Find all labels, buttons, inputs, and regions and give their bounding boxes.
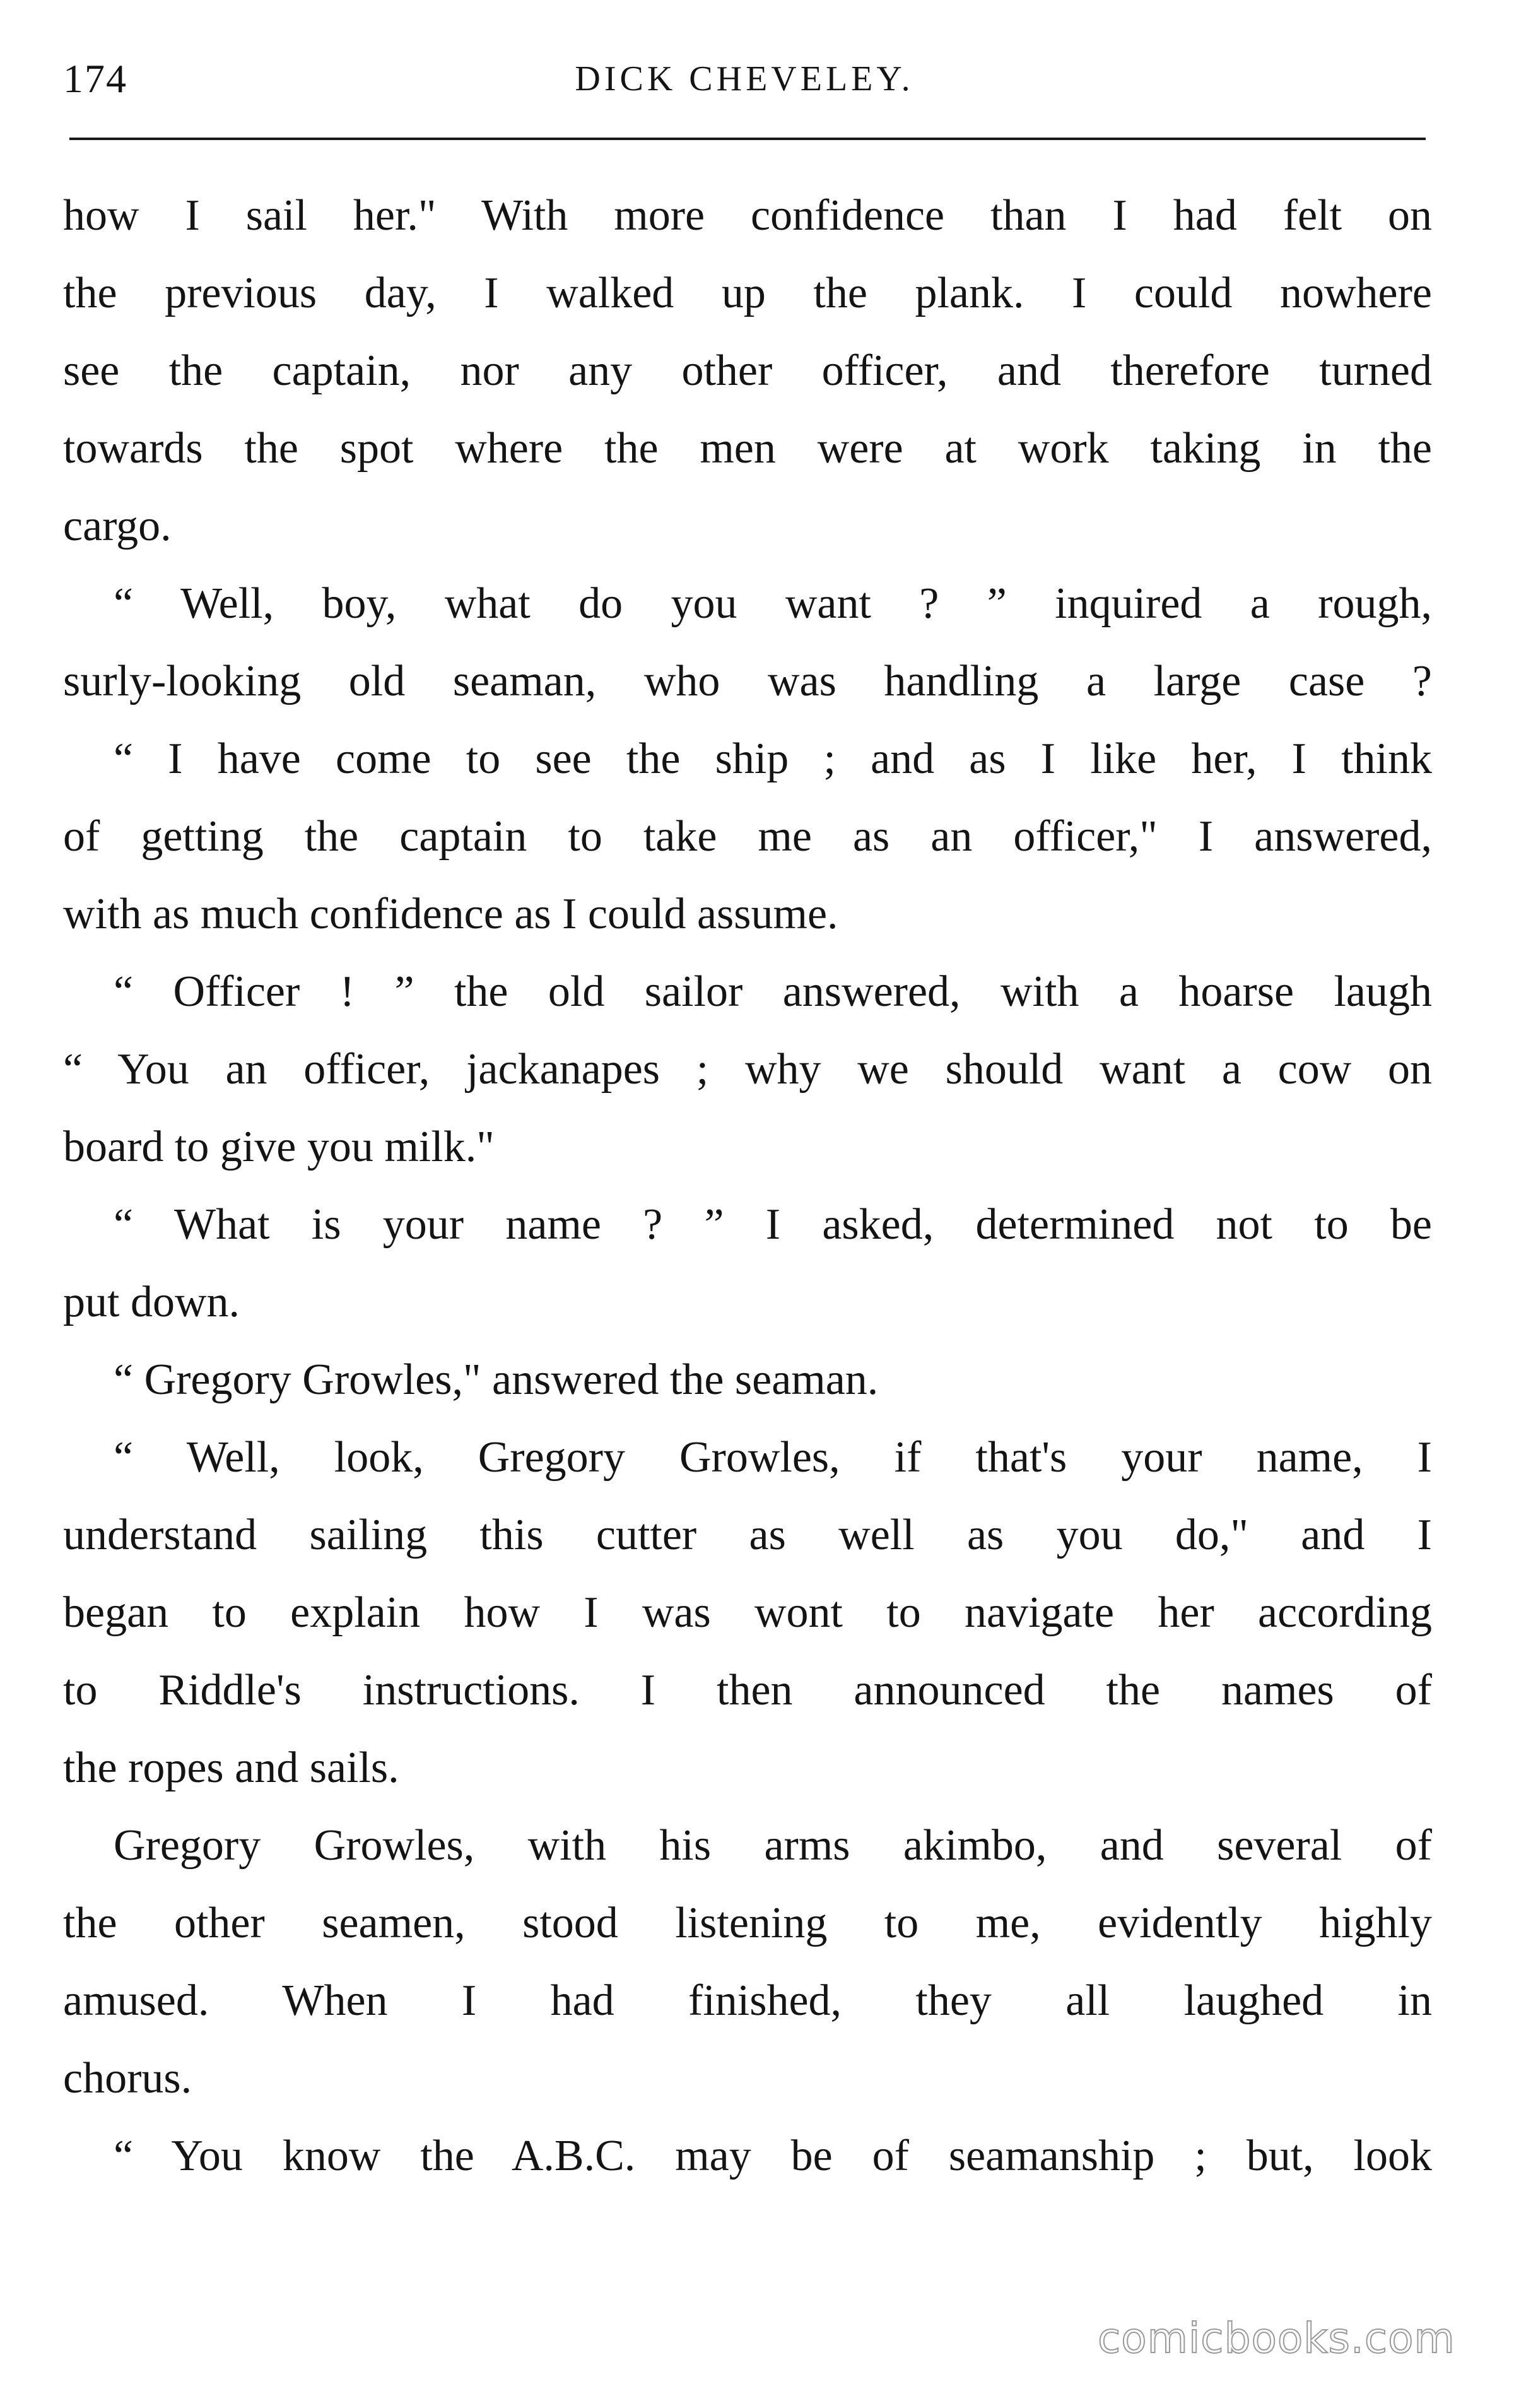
text-line: “ I have come to see the ship ; and as I like her, I think	[114, 735, 1432, 783]
text-line: the ropes and sails.	[63, 1744, 399, 1792]
text-line: began to explain how I was wont to navigate her according	[63, 1588, 1432, 1637]
text-line: Gregory Growles, with his arms akimbo, and several of	[114, 1821, 1432, 1870]
text-line: “ You know the A.B.C. may be of seamanship ; but, look	[114, 2132, 1432, 2180]
text-line: to Riddle's instructions. I then announced the names of	[63, 1666, 1432, 1715]
text-line: the other seamen, stood listening to me, evidently highly	[63, 1899, 1432, 1947]
watermark: comicbooks.com	[1098, 2314, 1455, 2363]
text-line: “ What is your name ? ” I asked, determined not to be	[114, 1200, 1432, 1249]
running-head	[63, 50, 1426, 107]
page-number: 174	[63, 56, 127, 101]
text-line: towards the spot where the men were at work taking in the	[63, 424, 1432, 473]
text-line: “ Officer ! ” the old sailor answered, with a hoarse laugh	[114, 967, 1432, 1016]
text-line: how I sail her." With more confidence than I had felt on	[63, 191, 1432, 240]
body-text	[63, 177, 1432, 2195]
text-line: with as much confidence as I could assume.	[63, 890, 838, 938]
text-line: amused. When I had finished, they all laughed in	[63, 1976, 1432, 2025]
text-line: of getting the captain to take me as an officer," I answered,	[63, 812, 1432, 861]
text-line: understand sailing this cutter as well as you do," and I	[63, 1511, 1432, 1559]
text-line: the previous day, I walked up the plank. I could nowhere	[63, 269, 1432, 317]
text-line: board to give you milk."	[63, 1123, 495, 1171]
text-line: “ Gregory Growles," answered the seaman.	[114, 1355, 879, 1404]
text-line: chorus.	[63, 2054, 192, 2103]
running-title: DICK CHEVELEY.	[575, 59, 914, 98]
text-line: “ Well, boy, what do you want ? ” inquired a rough,	[114, 579, 1432, 628]
text-line: see the captain, nor any other officer, and therefore turned	[63, 346, 1432, 395]
text-line: “ Well, look, Gregory Growles, if that's your name, I	[114, 1433, 1432, 1482]
text-line: put down.	[63, 1278, 240, 1326]
text-line: surly-looking old seaman, who was handling a large case ?	[63, 657, 1432, 705]
text-line: “ You an officer, jackanapes ; why we should want a cow on	[63, 1045, 1432, 1094]
header-rule	[69, 138, 1426, 140]
text-line: cargo.	[63, 502, 172, 550]
